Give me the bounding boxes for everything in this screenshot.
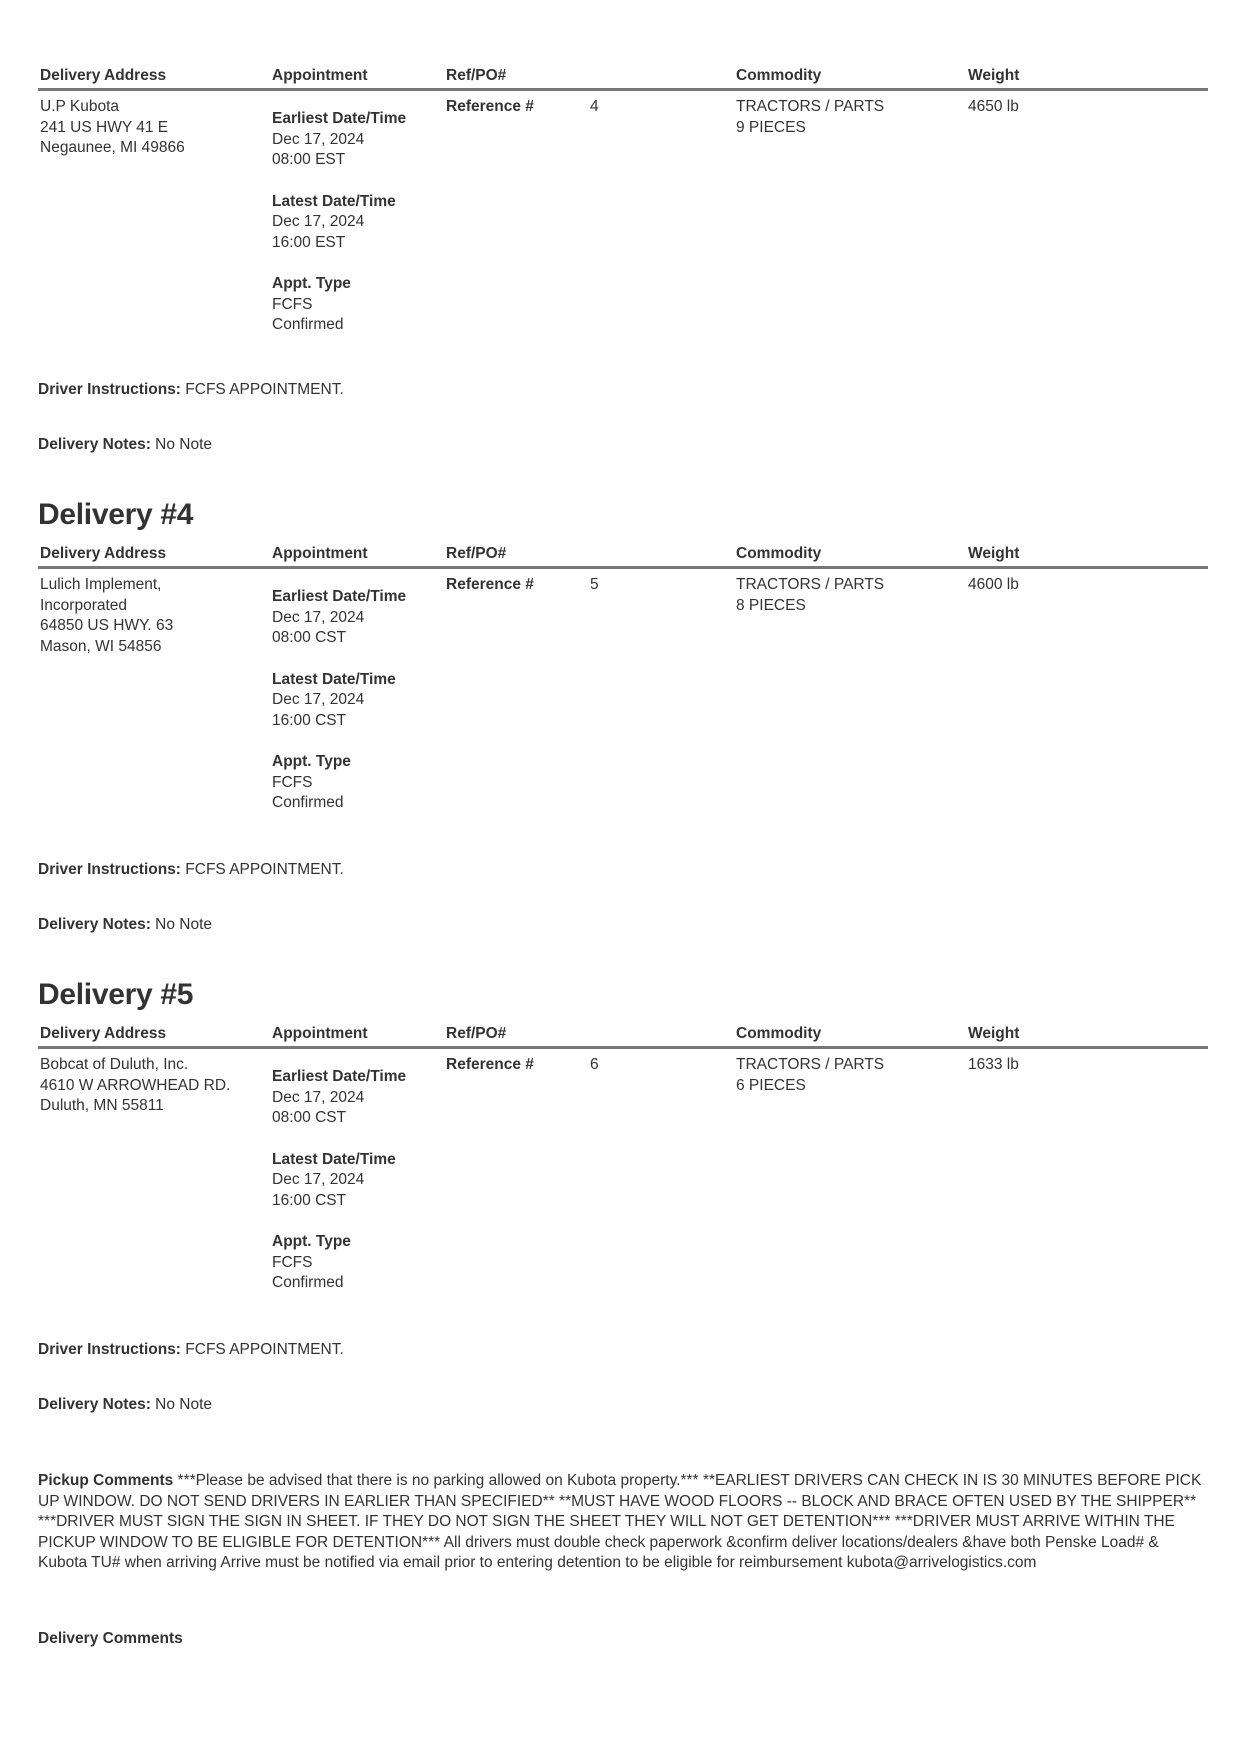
ref-cell: [444, 90, 734, 336]
table-row: [38, 90, 1208, 336]
column-header-commodity: Commodity: [734, 544, 966, 568]
appt-type-label: Appt. Type: [272, 1233, 351, 1250]
weight-cell: 4600 lb: [968, 576, 1019, 593]
delivery-comments: [38, 1630, 183, 1648]
table-row: [38, 568, 1208, 814]
appt-type-value: FCFS: [272, 773, 313, 791]
column-header-address: Delivery Address: [38, 66, 270, 90]
commodity-cell: [734, 90, 966, 336]
delivery-address: U.P Kubota 241 US HWY 41 E Negaunee, MI 49866: [40, 98, 185, 156]
reference-label: Reference #: [446, 98, 534, 115]
delivery-address: Lulich Implement, Incorporated 64850 US HWY. 63 Mason, WI 54856: [40, 576, 174, 655]
latest-time: 16:00 CST: [272, 711, 347, 729]
column-header-weight: Weight: [966, 1024, 1208, 1048]
earliest-label: Earliest Date/Time: [272, 1068, 407, 1085]
column-header-weight: Weight: [966, 544, 1208, 568]
earliest-date: Dec 17, 2024: [272, 608, 365, 626]
delivery-table: [38, 1024, 1208, 1294]
pickup-comments: [38, 1471, 1208, 1574]
appt-status: Confirmed: [272, 316, 344, 333]
earliest-time: 08:00 CST: [272, 1109, 347, 1126]
delivery-block-4: [38, 544, 1208, 814]
earliest-label: Earliest Date/Time: [272, 110, 407, 127]
earliest-time: 08:00 EST: [272, 151, 346, 168]
column-header-commodity: Commodity: [734, 66, 966, 90]
commodity-pieces: 9 PIECES: [736, 118, 806, 136]
driver-instructions: Driver Instructions: FCFS APPOINTMENT.: [38, 1341, 344, 1358]
column-header-appointment: Appointment: [270, 544, 444, 568]
column-header-ref: Ref/PO#: [444, 1024, 734, 1048]
latest-date: Dec 17, 2024: [272, 1171, 365, 1188]
commodity-cell: [734, 568, 966, 814]
appointment-cell: [270, 1048, 444, 1294]
reference-value: 6: [590, 1056, 599, 1073]
pickup-comments-text: ***Please be advised that there is no parking allowed on Kubota property.*** **EARLIEST DRIVERS CAN CHECK IN IS 30 MINUTES BEFORE PICK UP WINDOW. DO NOT SEND DRIVERS IN EARLIER THAN SPECIFIED** **MUST HAVE WOOD FLOORS -- BLOCK AND BRACE OFTEN USED BY THE SHIPPER** ***DRIVER MUST SIGN THE SIGN IN SHEET. IF THEY DO NOT SIGN THE SHEET THEY WILL NOT GET DETENTION*** ***DRIVER MUST ARRIVE WITHIN THE PICKUP WINDOW TO BE ELIGIBLE FOR DETENTION*** All drivers must double check paperwork &confirm deliver locations/dealers &have both Penske Load# & Kubota TU# when arriving Arrive must be notified via email prior to entering detention to be eligible for reimbursement kubota@arrivelogistics.com: [38, 1472, 1202, 1571]
commodity-name: TRACTORS / PARTS: [736, 98, 885, 115]
column-header-address: Delivery Address: [38, 544, 270, 568]
delivery-table: [38, 544, 1208, 814]
ref-cell: [444, 1048, 734, 1294]
appt-status: Confirmed: [272, 1274, 344, 1291]
delivery-block-3: [38, 66, 1208, 336]
latest-label: Latest Date/Time: [272, 1150, 396, 1168]
earliest-date: Dec 17, 2024: [272, 130, 365, 148]
delivery-heading-4: Delivery #4: [38, 498, 194, 531]
delivery-address: Bobcat of Duluth, Inc. 4610 W ARROWHEAD RD. Duluth, MN 55811: [40, 1056, 231, 1114]
commodity-name: TRACTORS / PARTS: [736, 1056, 885, 1073]
latest-date: Dec 17, 2024: [272, 691, 365, 708]
latest-date: Dec 17, 2024: [272, 213, 365, 230]
weight-cell: 1633 lb: [968, 1056, 1019, 1073]
earliest-label: Earliest Date/Time: [272, 588, 407, 605]
latest-label: Latest Date/Time: [272, 192, 396, 210]
commodity-pieces: 8 PIECES: [736, 596, 806, 614]
reference-value: 4: [590, 98, 599, 115]
appt-type-value: FCFS: [272, 295, 313, 313]
reference-label: Reference #: [446, 1056, 534, 1073]
delivery-table: [38, 66, 1208, 336]
column-header-appointment: Appointment: [270, 1024, 444, 1048]
appt-type-label: Appt. Type: [272, 753, 351, 770]
appointment-cell: [270, 568, 444, 814]
delivery-block-5: [38, 1024, 1208, 1294]
appt-type-value: FCFS: [272, 1253, 313, 1271]
driver-instructions: Driver Instructions: FCFS APPOINTMENT.: [38, 381, 344, 398]
earliest-date: Dec 17, 2024: [272, 1088, 365, 1106]
delivery-heading-5: Delivery #5: [38, 978, 194, 1011]
column-header-appointment: Appointment: [270, 66, 444, 90]
commodity-cell: [734, 1048, 966, 1294]
latest-label: Latest Date/Time: [272, 670, 396, 688]
column-header-commodity: Commodity: [734, 1024, 966, 1048]
latest-time: 16:00 EST: [272, 233, 346, 251]
delivery-notes: Delivery Notes: No Note: [38, 436, 213, 453]
commodity-pieces: 6 PIECES: [736, 1076, 806, 1094]
delivery-comments-label: Delivery Comments: [38, 1630, 183, 1647]
commodity-name: TRACTORS / PARTS: [736, 576, 885, 593]
earliest-time: 08:00 CST: [272, 629, 347, 646]
column-header-weight: Weight: [966, 66, 1208, 90]
appointment-cell: [270, 90, 444, 336]
table-row: [38, 1048, 1208, 1294]
appt-type-label: Appt. Type: [272, 275, 351, 292]
appt-status: Confirmed: [272, 794, 344, 811]
ref-cell: [444, 568, 734, 814]
column-header-ref: Ref/PO#: [444, 66, 734, 90]
reference-label: Reference #: [446, 576, 534, 593]
latest-time: 16:00 CST: [272, 1191, 347, 1209]
column-header-ref: Ref/PO#: [444, 544, 734, 568]
weight-cell: 4650 lb: [968, 98, 1019, 115]
reference-value: 5: [590, 576, 599, 593]
column-header-address: Delivery Address: [38, 1024, 270, 1048]
pickup-comments-label: Pickup Comments: [38, 1472, 174, 1489]
delivery-notes: Delivery Notes: No Note: [38, 1396, 213, 1413]
delivery-notes: Delivery Notes: No Note: [38, 916, 213, 933]
driver-instructions: Driver Instructions: FCFS APPOINTMENT.: [38, 861, 344, 878]
